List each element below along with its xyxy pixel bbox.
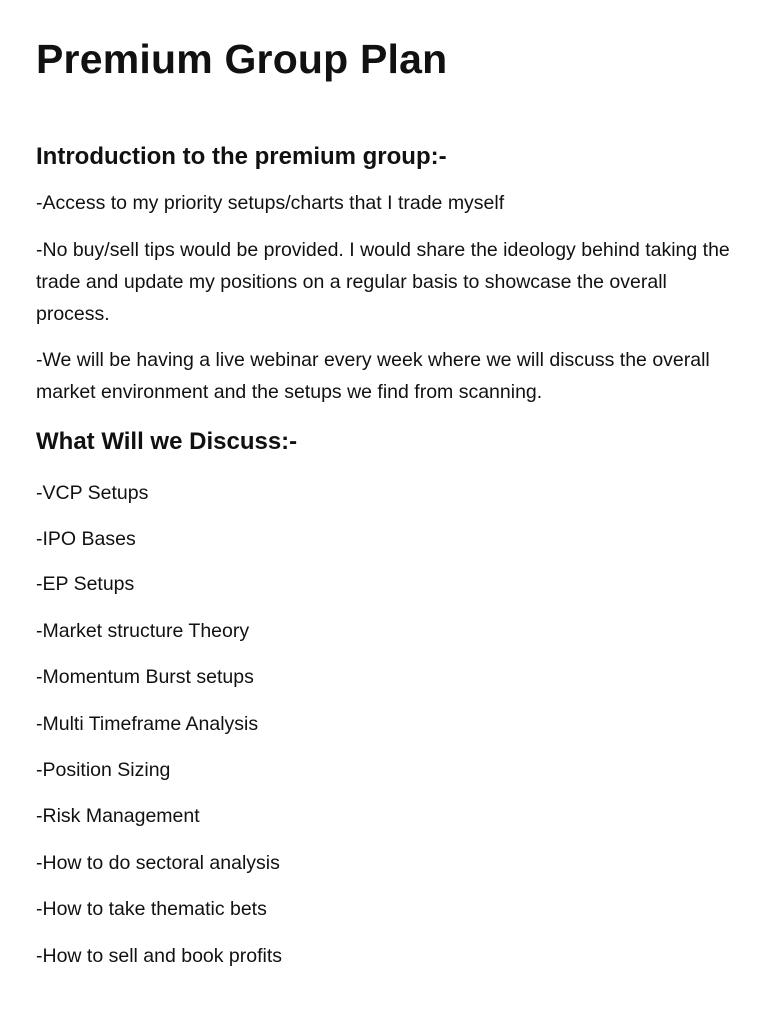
topic-item: -How to take thematic bets xyxy=(36,898,267,920)
intro-heading: Introduction to the premium group:- xyxy=(36,143,447,170)
topic-item: -Market structure Theory xyxy=(36,620,250,642)
intro-paragraph-no-tips: -No buy/sell tips would be provided. I would share the ideology behind taking the trade and update my positions on a regular basis to showcase the overall process. xyxy=(36,239,730,325)
topic-item: -IPO Bases xyxy=(36,528,136,550)
topic-item: -How to sell and book profits xyxy=(36,945,283,967)
intro-paragraph-access: -Access to my priority setups/charts that I trade myself xyxy=(36,192,505,214)
topic-item: -Multi Timeframe Analysis xyxy=(36,713,259,735)
page-title: Premium Group Plan xyxy=(36,36,448,82)
topic-item: -Position Sizing xyxy=(36,759,171,781)
topic-item: -VCP Setups xyxy=(36,482,149,504)
discuss-heading: What Will we Discuss:- xyxy=(36,428,298,455)
topic-item: -Momentum Burst setups xyxy=(36,666,254,688)
topic-item: -Risk Management xyxy=(36,805,200,827)
topic-item: -EP Setups xyxy=(36,573,135,595)
intro-paragraph-webinar: -We will be having a live webinar every week where we will discuss the overall market environment and the setups we find from scanning. xyxy=(36,349,710,403)
topic-item: -How to do sectoral analysis xyxy=(36,852,280,874)
